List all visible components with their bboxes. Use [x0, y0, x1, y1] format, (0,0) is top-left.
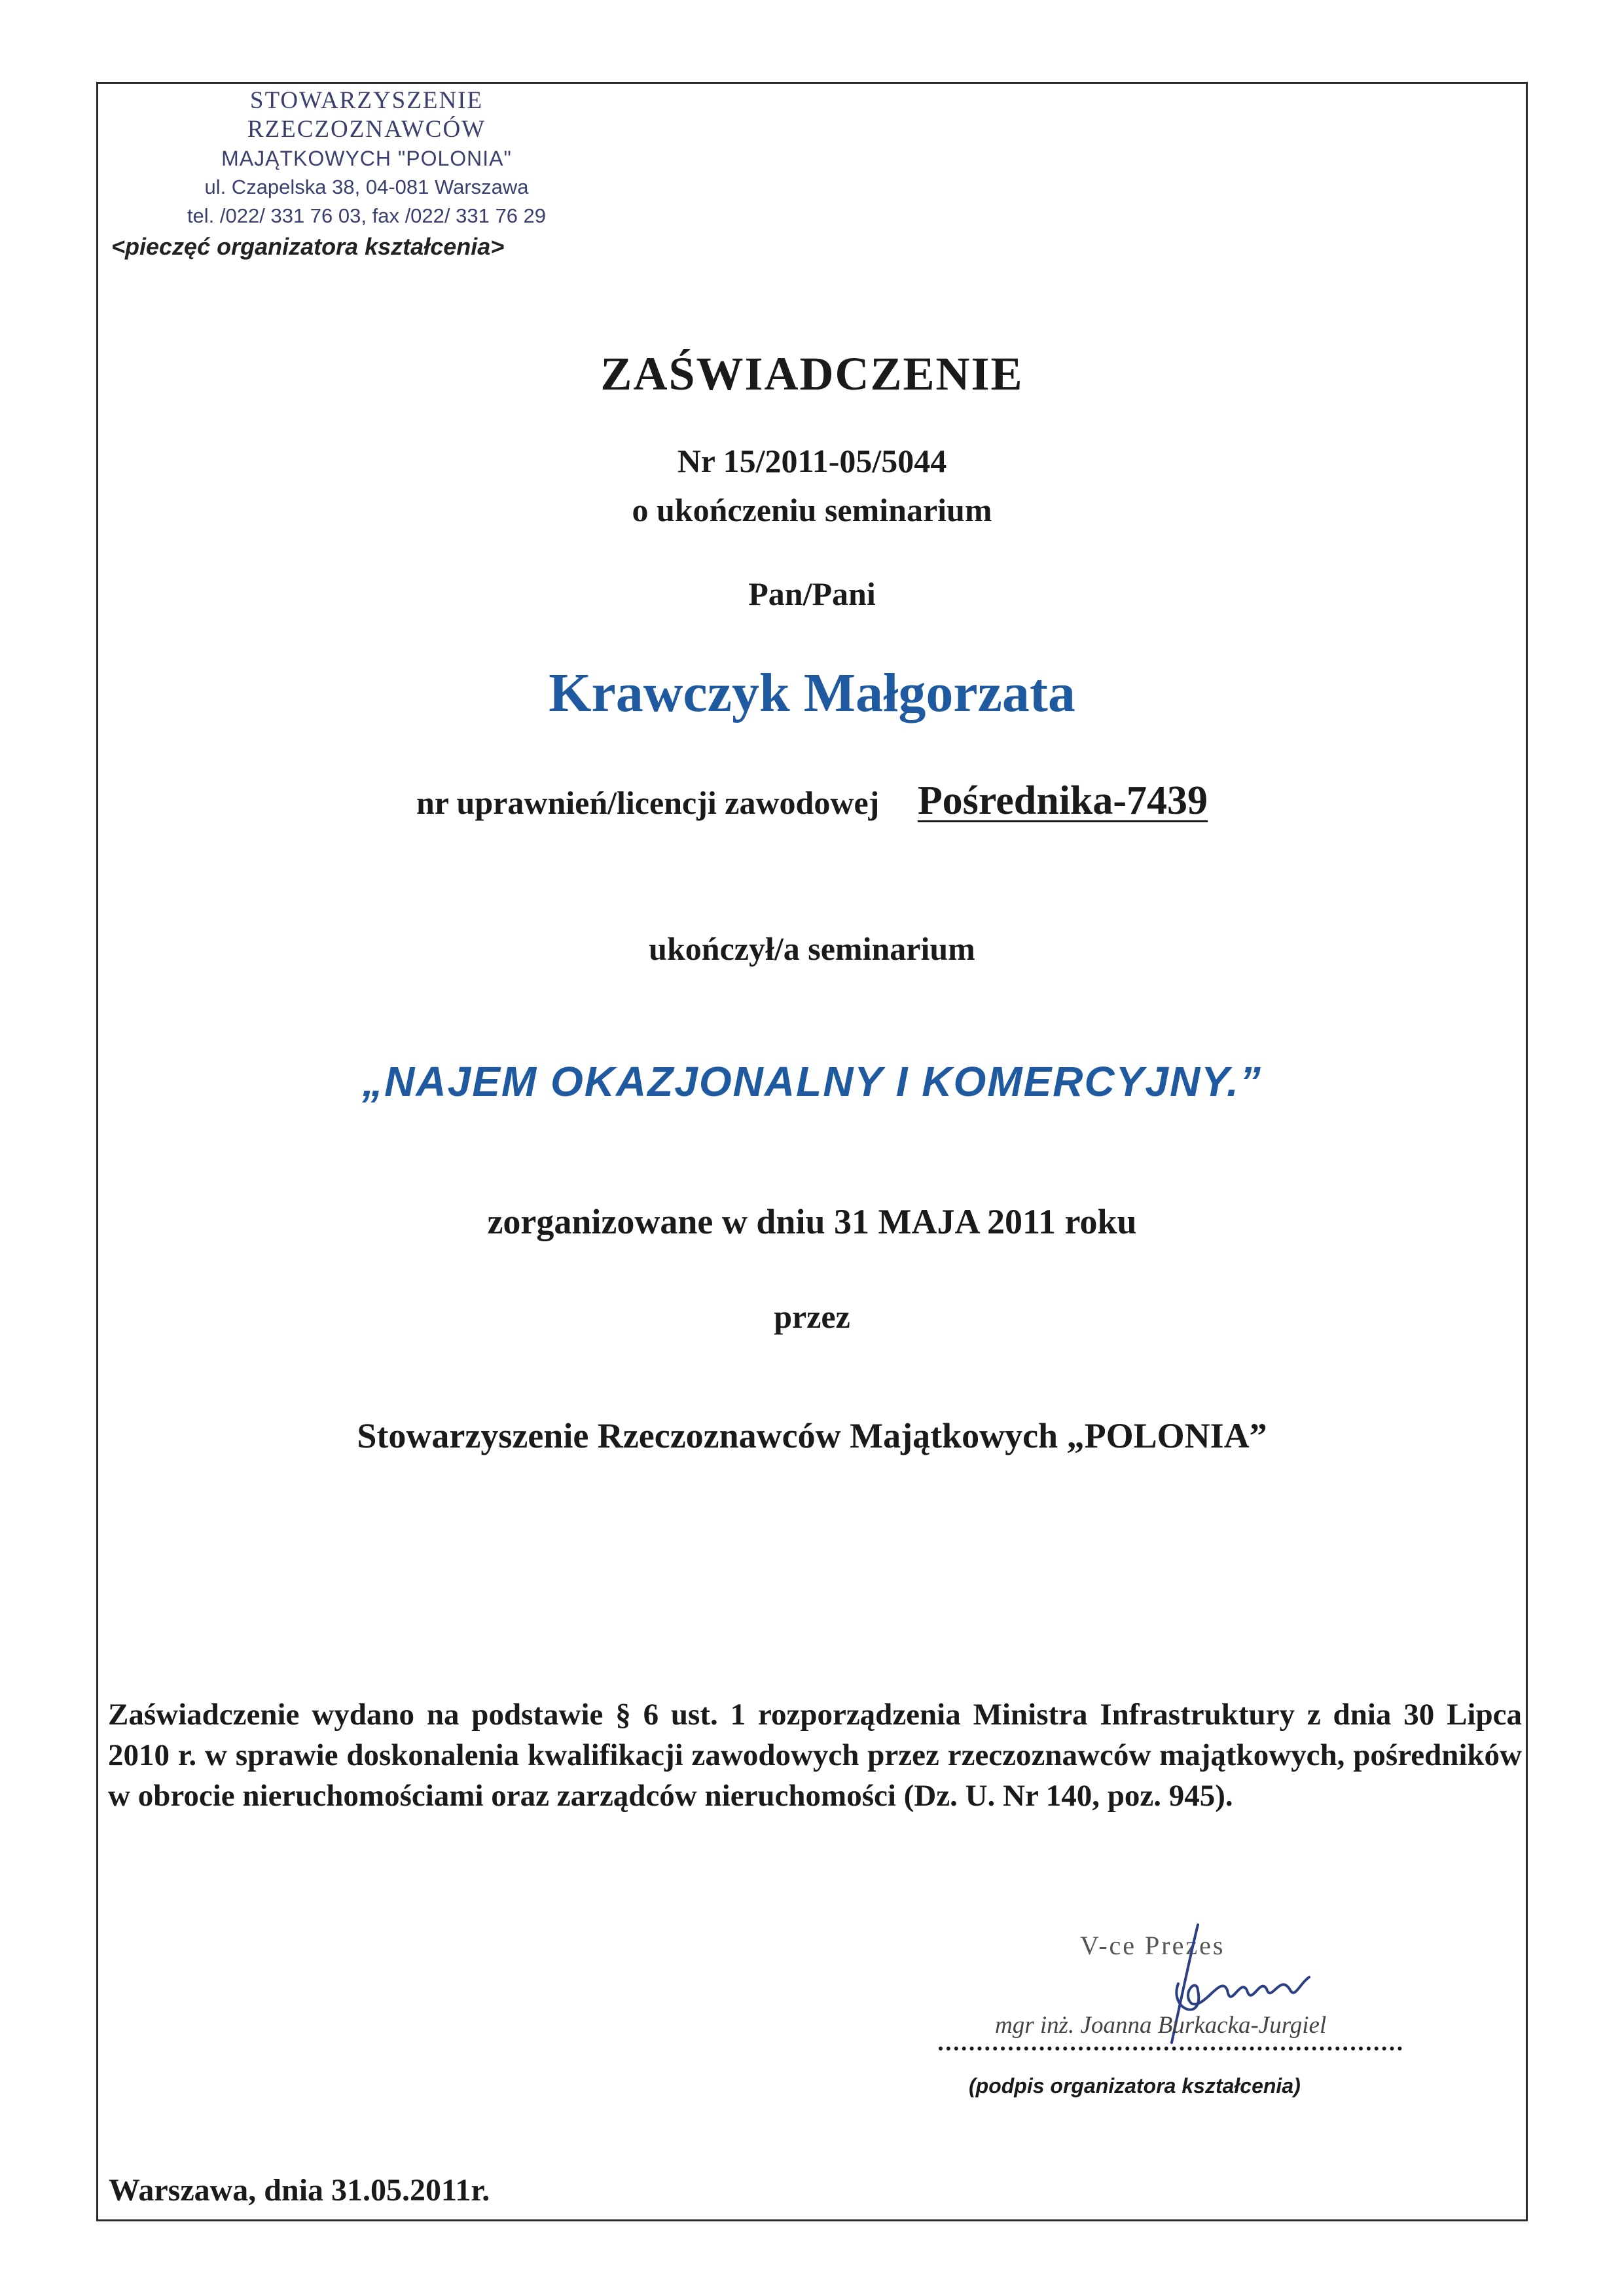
stamp-address: ul. Czapelska 38, 04-081 Warszawa [204, 175, 529, 198]
certificate-title: ZAŚWIADCZENIE [600, 348, 1024, 400]
signature-caption: (podpis organizatora kształcenia) [969, 2074, 1301, 2098]
legal-basis-paragraph: Zaświadczenie wydano na podstawie § 6 ust. 1 rozporządzenia Ministra Infrastruktury z dnia 30 Lipca 2010 r. w sprawie doskonalenia kwalifikacji zawodowych przez rzeczoznawców majątkowych, pośredników w obrocie nieruchomościami oraz zarządców nieruchomości (Dz. U. Nr 140, poz. 945). [108, 1698, 1522, 1813]
stamp-caption: <pieczęć organizatora kształcenia> [111, 233, 505, 260]
certificate-number: Nr 15/2011-05/5044 [677, 443, 947, 479]
certificate-subtitle: o ukończeniu seminarium [632, 492, 992, 528]
license-label: nr uprawnień/licencji zawodowej [416, 784, 880, 821]
salutation: Pan/Pani [748, 575, 876, 612]
completed-text: ukończył/a seminarium [649, 930, 975, 967]
signature-block [916, 1912, 1414, 2160]
handwritten-signature-icon [1100, 1912, 1316, 2075]
document-border [96, 82, 1528, 2221]
place-and-date: Warszawa, dnia 31.05.2011r. [109, 2173, 490, 2208]
course-title: „NAJEM OKAZJONALNY I KOMERCYJNY.” [362, 1058, 1262, 1105]
signer-role: V-ce Prezes [1080, 1931, 1225, 1960]
signature-line [939, 2047, 1402, 2050]
recipient-name: Krawczyk Małgorzata [549, 663, 1075, 723]
event-date-text: zorganizowane w dniu 31 MAJA 2011 roku [487, 1202, 1137, 1241]
organizer-name: Stowarzyszenie Rzeczoznawców Majątkowych „POLONIA” [357, 1416, 1267, 1455]
by-text: przez [774, 1298, 850, 1335]
stamp-line-2: MAJĄTKOWYCH "POLONIA" [221, 147, 512, 170]
stamp-line-1: STOWARZYSZENIE RZECZOZNAWCÓW [247, 87, 486, 143]
signer-name: mgr inż. Joanna Burkacka-Jurgiel [995, 2012, 1327, 2039]
license-number: Pośrednika-7439 [917, 778, 1208, 823]
organizer-stamp [141, 86, 592, 230]
license-row [0, 778, 1624, 824]
stamp-phone-fax: tel. /022/ 331 76 03, fax /022/ 331 76 29 [187, 204, 547, 227]
